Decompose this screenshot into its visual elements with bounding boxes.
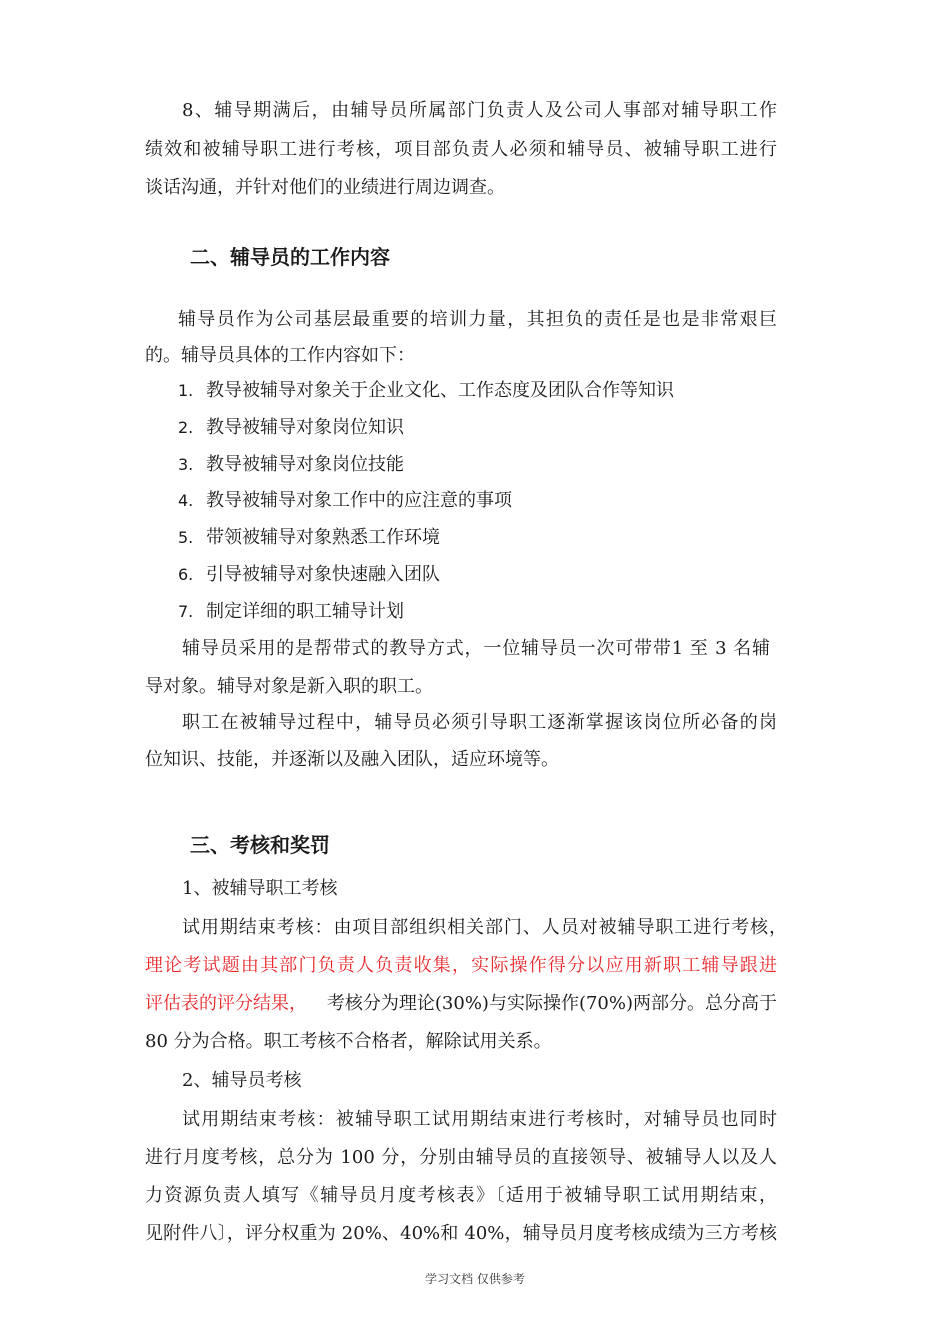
paragraph-line: 80 分为合格。职工考核不合格者，解除试用关系。 [145,1031,552,1052]
paragraph-line: 绩效和被辅导职工进行考核，项目部负责人必须和辅导员、被辅导职工进行 [145,139,777,160]
paragraph-line: 职工在被辅导过程中，辅导员必须引导职工逐渐掌握该岗位所必备的岗 [182,712,777,733]
paragraph-line [145,992,777,1016]
highlighted-line: 理论考试题由其部门负责人负责收集，实际操作得分以应用新职工辅导跟进 [145,955,777,976]
paragraph-line: 位知识、技能，并逐渐以及融入团队，适应环境等。 [145,749,559,770]
list-item [178,379,674,403]
list-number: 1. [178,381,194,400]
paragraph-line: 导对象。辅导对象是新入职的职工。 [145,676,433,697]
paragraph-line: 力资源负责人填写《辅导员月度考核表》〔适用于被辅导职工试用期结束， [145,1185,777,1206]
list-text: 教导被辅导对象岗位技能 [206,454,404,475]
highlighted-text: 评估表的评分结果， [145,993,307,1014]
paragraph-line: 辅导员采用的是帮带式的教导方式，一位辅导员一次可带带1 至 3 名辅 [182,638,770,659]
list-number: 3. [178,455,194,474]
list-text: 教导被辅导对象岗位知识 [206,417,404,438]
paragraph-line: 辅导员作为公司基层最重要的培训力量，其担负的责任是也是非常艰巨 [178,309,777,330]
page-footer: 学习文档 仅供参考 [425,1272,525,1286]
list-item [178,600,404,624]
list-item [178,563,440,587]
paragraph-line: 试用期结束考核：由项目部组织相关部门、人员对被辅导职工进行考核， [182,917,787,938]
subheading: 1、被辅导职工考核 [182,878,338,899]
list-text: 教导被辅导对象关于企业文化、工作态度及团队合作等知识 [206,380,674,401]
list-item [178,489,512,513]
list-number: 2. [178,418,194,437]
list-number: 7. [178,602,194,621]
list-number: 6. [178,565,194,584]
list-number: 5. [178,528,194,547]
list-number: 4. [178,491,194,510]
subheading: 2、辅导员考核 [182,1070,302,1091]
paragraph-line: 试用期结束考核：被辅导职工试用期结束进行考核时，对辅导员也同时 [182,1109,777,1130]
paragraph-line: 谈话沟通，并针对他们的业绩进行周边调查。 [145,177,505,198]
section-heading: 三、考核和奖罚 [190,833,330,857]
paragraph-line: 见附件八〕，评分权重为 20%、40%和 40%，辅导员月度考核成绩为三方考核 [145,1223,777,1244]
list-item [178,416,404,440]
list-text: 教导被辅导对象工作中的应注意的事项 [206,490,512,511]
list-text: 引导被辅导对象快速融入团队 [206,564,440,585]
section-heading: 二、辅导员的工作内容 [190,245,390,269]
paragraph-line: 8、辅导期满后，由辅导员所属部门负责人及公司人事部对辅导职工作 [182,100,777,121]
list-text: 带领被辅导对象熟悉工作环境 [206,527,440,548]
paragraph-line: 的。辅导员具体的工作内容如下： [145,345,415,366]
paragraph-line: 进行月度考核，总分为 100 分，分别由辅导员的直接领导、被辅导人以及人 [145,1147,777,1168]
list-text: 制定详细的职工辅导计划 [206,601,404,622]
list-item [178,526,440,550]
list-item [178,453,404,477]
paragraph-text: 考核分为理论(30%)与实际操作(70%)两部分。总分高于 [326,993,777,1014]
